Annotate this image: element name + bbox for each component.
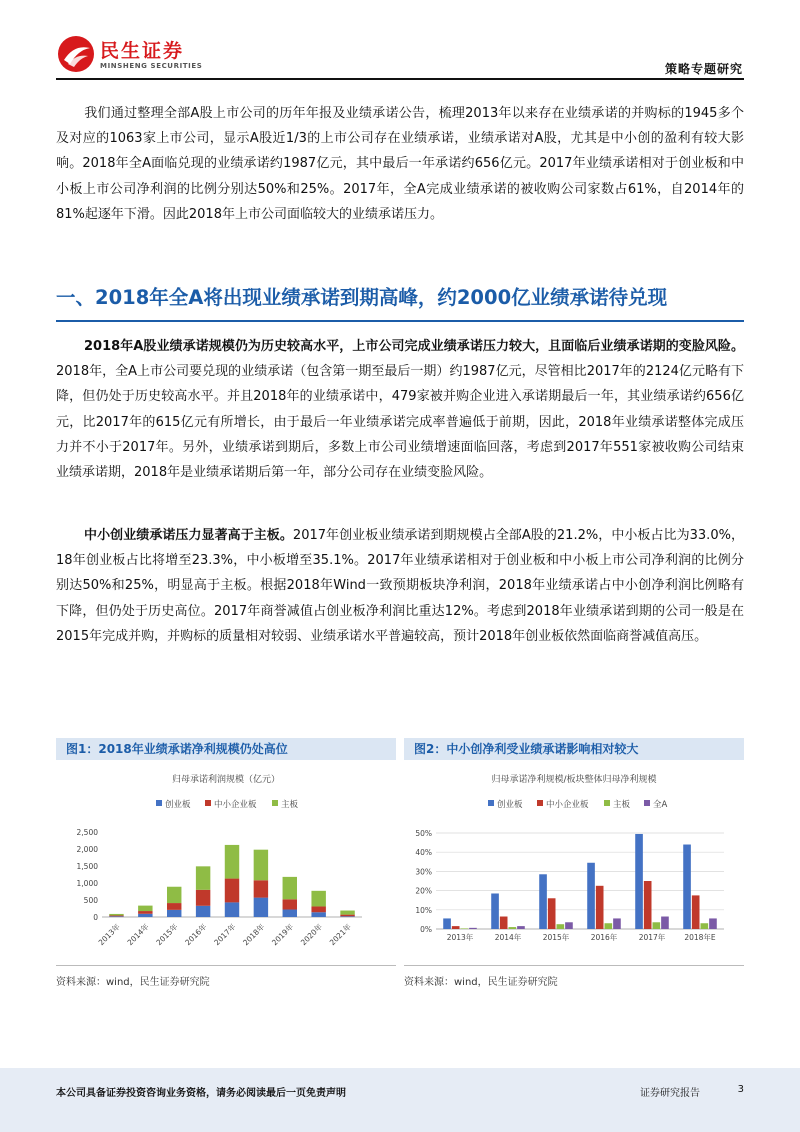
x-tick-label: 2014年 [494,933,522,942]
paragraph-2-lead: 中小创业绩承诺压力显著高于主板。 [84,528,293,543]
y-tick-label: 0% [420,925,432,934]
bar [548,898,556,929]
legend-label: 主板 [613,800,631,810]
bar [709,918,717,929]
paragraph-2 [56,523,744,649]
legend-label: 创业板 [497,800,523,810]
brand-name-en: MINSHENG SECURITIES [100,62,203,70]
bar-segment [311,891,325,907]
x-tick-label: 2017年 [212,922,238,948]
minsheng-logo-icon [56,34,96,74]
chart-title: 归母承诺利润规模（亿元） [171,775,281,785]
legend-swatch [272,800,278,806]
footer-disclaimer: 本公司具备证券投资咨询业务资格，请务必阅读最后一页免责声明 [56,1088,346,1099]
bar-segment [196,890,210,906]
bar-segment [196,906,210,917]
figure-2-box [404,760,744,966]
bar [443,918,451,929]
y-tick-label: 2,000 [76,845,98,854]
bar-segment [138,906,152,911]
y-tick-label: 1,000 [76,879,98,888]
intro-text: 我们通过整理全部A股上市公司的历年年报及业绩承诺公告，梳理2013年以来存在业绩承诺的并购标的1945多个及对应的1063家上市公司，显示A股近1/3的上市公司存在业绩承诺，业绩承诺对A股，尤其是中小创的盈利有较大影响。2018年全A面临兑现的业绩承诺约1987亿元，其中最后一年承诺约656亿元。2017年业绩承诺相对于创业板和中小板上市公司净利润的比例分别达50%和25%。2017年，全A完成业绩承诺的被收购公司家数占61%，自2014年的81%起逐年下滑。因此2018年上市公司面临较大的业绩承诺压力。 [56,106,744,222]
bar [613,918,621,929]
legend-swatch [156,800,162,806]
bar-segment [225,879,239,903]
bar [461,928,469,929]
legend-label: 创业板 [165,800,191,810]
bar-segment [254,850,268,881]
figure-1-box [56,760,396,966]
x-tick-label: 2019年 [270,922,296,948]
legend-label: 全A [653,800,668,810]
bar [701,923,709,929]
bar-segment [340,915,354,917]
figure-1-chart [56,760,396,965]
brand-logo [56,34,236,76]
y-tick-label: 500 [83,896,98,905]
x-tick-label: 2018年E [684,933,716,942]
bar [517,926,525,929]
legend-label: 中小企业板 [214,800,257,810]
bar-segment [311,912,325,917]
figure-2-chart [404,760,744,965]
intro-paragraph [56,101,744,227]
bar-segment [254,898,268,917]
legend-label: 中小企业板 [546,800,589,810]
figure-1-caption: 图1：2018年业绩承诺净利规模仍处高位 [56,738,396,760]
x-tick-label: 2021年 [327,922,353,948]
x-tick-label: 2014年 [125,922,151,948]
bar [565,922,573,929]
bar-segment [138,911,152,914]
x-tick-label: 2018年 [241,922,267,948]
y-tick-label: 30% [415,867,432,877]
bar-segment [109,915,123,916]
bar [653,922,661,929]
legend-swatch [488,800,494,806]
chart-title: 归母承诺净利规模/板块整体归母净利规模 [491,775,657,785]
bar-segment [167,903,181,910]
page-header [0,0,800,82]
bar-segment [109,914,123,916]
figure-1-source: 资料来源：wind，民生证券研究院 [56,977,210,988]
bar [692,895,700,929]
bar [644,881,652,929]
legend-swatch [205,800,211,806]
paragraph-1-lead: 2018年A股业绩承诺规模仍为历史较高水平，上市公司完成业绩承诺压力较大，且面临后业绩承诺期的变脸风险。 [84,339,744,354]
bar [491,893,499,929]
x-tick-label: 2017年 [638,933,666,942]
bar [469,928,477,929]
y-tick-label: 40% [415,848,432,858]
y-tick-label: 2,500 [76,828,98,837]
figure-2-source: 资料来源：wind，民生证券研究院 [404,977,558,988]
bar-segment [340,911,354,915]
brand-name-cn: 民生证券 [100,40,185,62]
paragraph-2-body: 2017年创业板业绩承诺到期规模占全部A股的21.2%，中小板占比为33.0%，18年创业板占比将增至23.3%，中小板增至35.1%。2017年业绩承诺相对于创业板和中小板上市公司净利润的比例分别达50%和25%，明显高于主板。根据2018年Wind一致预期板块净利润，2018年业绩承诺占中小创净利润比例略有下降，但仍处于历史高位。2017年商誉减值占创业板净利润比重达12%。考虑到2018年业绩承诺到期的公司一般是在2015年完成并购，并购标的质量相对较弱、业绩承诺水平普遍较高，预计2018年创业板依然面临商誉减值高压。 [56,528,744,644]
legend-swatch [644,800,650,806]
legend-swatch [537,800,543,806]
bar [635,834,643,929]
bar-segment [167,910,181,917]
report-type: 策略专题研究 [664,62,743,76]
bar [539,874,547,929]
bar-segment [283,877,297,899]
bar [500,917,508,929]
y-tick-label: 50% [415,829,432,838]
paragraph-1 [56,334,744,485]
x-tick-label: 2016年 [183,922,209,948]
bar-segment [283,910,297,917]
bar-segment [340,916,354,917]
bar-segment [283,899,297,909]
bar-segment [311,906,325,912]
bar [452,926,460,929]
bar-segment [225,845,239,879]
page-footer [0,1068,800,1132]
bar-segment [167,887,181,903]
x-tick-label: 2020年 [298,922,325,948]
x-tick-label: 2016年 [590,933,618,942]
y-tick-label: 20% [415,886,432,896]
bar-segment [254,880,268,897]
y-tick-label: 0 [93,913,98,922]
bar [509,927,517,929]
bar-segment [138,914,152,917]
bar-segment [109,916,123,917]
section-divider [56,320,744,322]
section-title: 一、2018年全A将出现业绩承诺到期高峰，约2000亿业绩承诺待兑现 [56,286,668,309]
bar [557,924,565,929]
bar [596,886,604,929]
legend-swatch [604,800,610,806]
bar [605,923,613,929]
bar-segment [225,902,239,917]
footer-report-label: 证券研究报告 [640,1088,700,1099]
bar [683,845,691,929]
x-tick-label: 2013年 [446,933,474,942]
x-tick-label: 2015年 [154,922,180,948]
header-divider [56,78,744,80]
bar-segment [196,866,210,889]
bar [661,917,669,929]
x-tick-label: 2013年 [96,922,122,948]
paragraph-1-body: 2018年，全A上市公司要兑现的业绩承诺（包含第一期至最后一期）约1987亿元，尽管相比2017年的2124亿元略有下降，但仍处于历史较高水平。并且2018年的业绩承诺中，479家被并购企业进入承诺期最后一年，其业绩承诺约656亿元，比2017年的615亿元有所增长，由于最后一年业绩承诺完成率普遍低于前期，因此，2018年业绩承诺整体完成压力并不小于2017年。另外，业绩承诺到期后，多数上市公司业绩增速面临回落，考虑到2017年551家被收购公司结束业绩承诺期，2018年是业绩承诺期后第一年，部分公司存在业绩变脸风险。 [56,364,744,481]
y-tick-label: 10% [415,905,432,915]
page-number: 3 [737,1084,744,1095]
bar [587,863,595,929]
legend-label: 主板 [281,800,299,810]
y-tick-label: 1,500 [76,862,98,871]
x-tick-label: 2015年 [542,933,570,942]
figure-2-caption: 图2：中小创净利受业绩承诺影响相对较大 [404,738,744,760]
